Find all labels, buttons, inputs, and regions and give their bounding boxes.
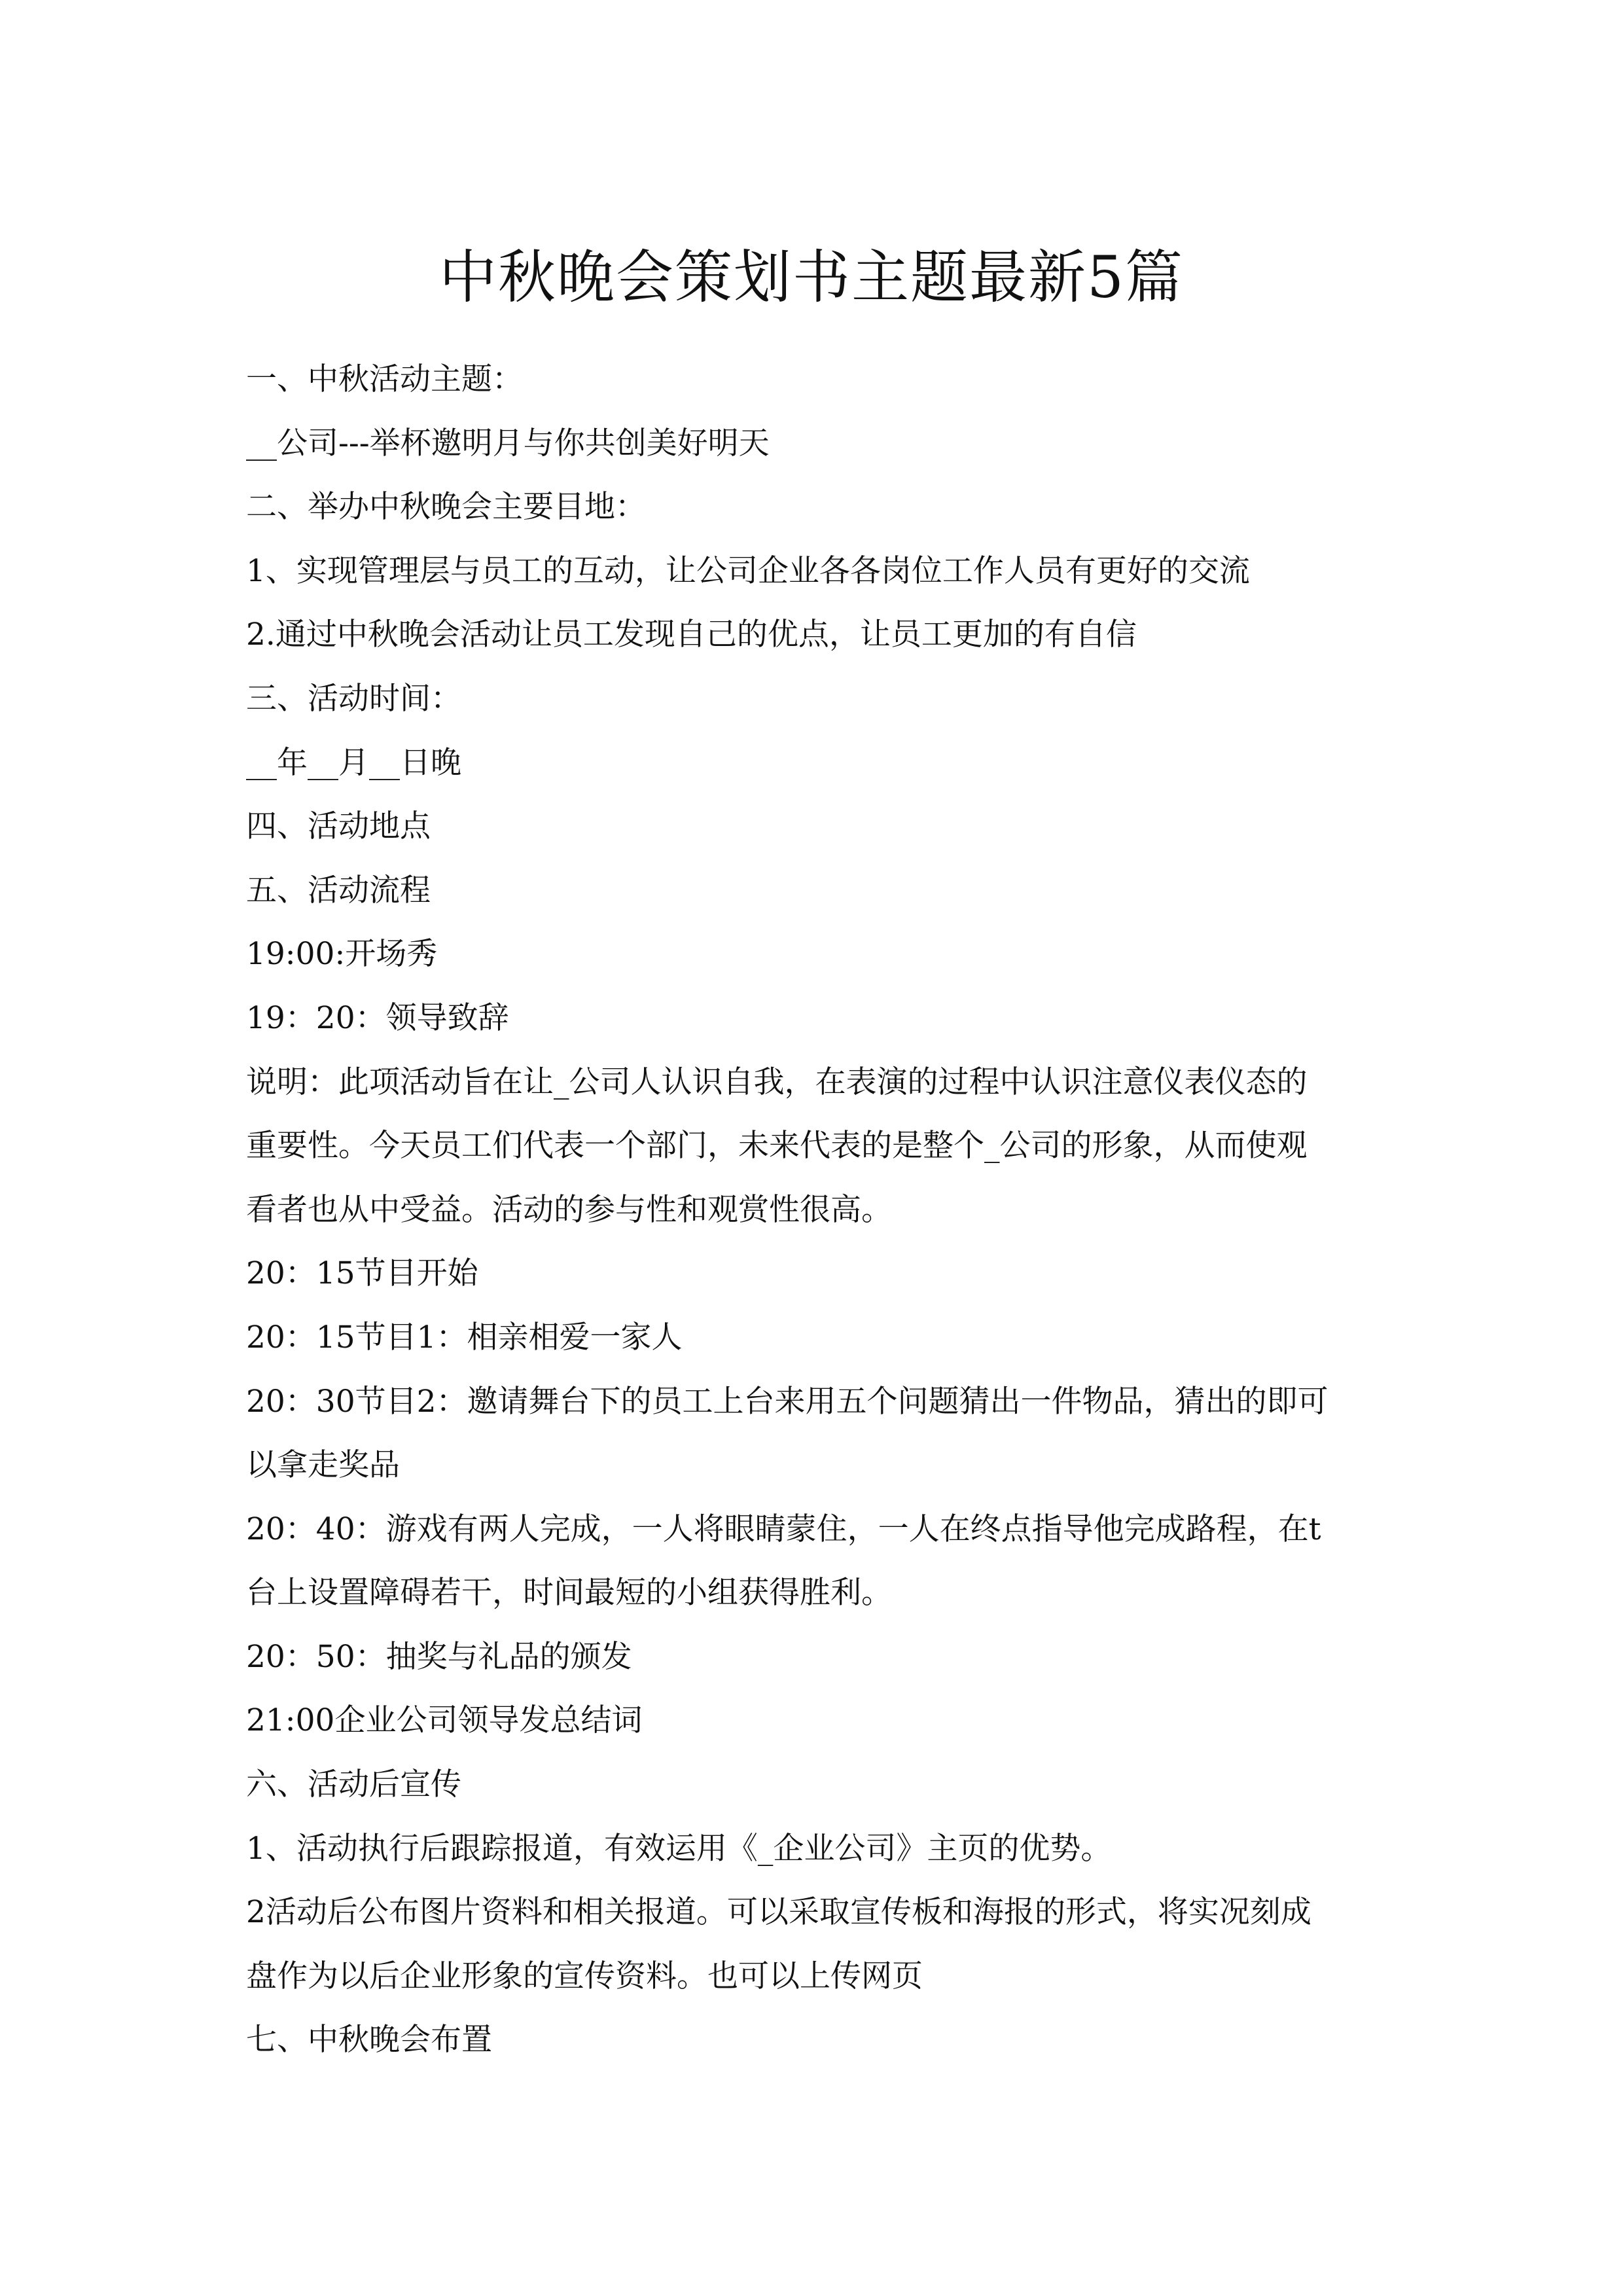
paragraph-line: 说明：此项活动旨在让_公司人认识自我，在表演的过程中认识注意仪表仪态的 — [246, 1064, 1308, 1100]
section-heading-process: 五、活动流程 — [246, 872, 431, 908]
schedule-item: 20：30节目2：邀请舞台下的员工上台来用五个问题猜出一件物品，猜出的即可 — [246, 1383, 1329, 1420]
paragraph-line: 台上设置障碍若干，时间最短的小组获得胜利。 — [246, 1575, 892, 1611]
section-heading-location: 四、活动地点 — [246, 808, 431, 845]
section-heading-purpose: 二、举办中秋晚会主要目地： — [246, 489, 646, 526]
schedule-item: 20：50：抽奖与礼品的颁发 — [246, 1638, 632, 1675]
schedule-item: 20：40：游戏有两人完成，一人将眼睛蒙住，一人在终点指导他完成路程，在t — [246, 1511, 1321, 1547]
paragraph-line: 看者也从中受益。活动的参与性和观赏性很高。 — [246, 1191, 892, 1228]
paragraph-line: __年__月__日晚 — [246, 744, 461, 781]
section-heading-theme: 一、中秋活动主题： — [246, 361, 523, 397]
schedule-item: 20：15节目1：相亲相爱一家人 — [246, 1319, 683, 1355]
document-title: 中秋晚会策划书主题最新5篇 — [439, 243, 1184, 311]
schedule-item: 21:00企业公司领导发总结词 — [246, 1702, 643, 1739]
paragraph-line: 1、实现管理层与员工的互动，让公司企业各各岗位工作人员有更好的交流 — [246, 552, 1250, 589]
schedule-item: 20：15节目开始 — [246, 1255, 478, 1292]
paragraph-line: 2.通过中秋晚会活动让员工发现自己的优点，让员工更加的有自信 — [246, 617, 1137, 653]
paragraph-line: 2活动后公布图片资料和相关报道。可以采取宣传板和海报的形式，将实况刻成 — [246, 1894, 1311, 1931]
section-heading-layout: 七、中秋晚会布置 — [246, 2022, 492, 2058]
schedule-item: 19:00:开场秀 — [246, 936, 438, 973]
schedule-item: 19：20：领导致辞 — [246, 999, 509, 1036]
paragraph-line: 重要性。今天员工们代表一个部门，未来代表的是整个_公司的形象，从而使观 — [246, 1128, 1308, 1164]
paragraph-line: 1、活动执行后跟踪报道，有效运用《_企业公司》主页的优势。 — [246, 1830, 1112, 1867]
section-heading-promotion: 六、活动后宣传 — [246, 1767, 461, 1803]
section-heading-time: 三、活动时间： — [246, 680, 461, 717]
document-body — [246, 348, 1378, 2072]
paragraph-line: 盘作为以后企业形象的宣传资料。也可以上传网页 — [246, 1958, 923, 1994]
paragraph-line: 以拿走奖品 — [246, 1447, 400, 1484]
paragraph-line: __公司---举杯邀明月与你共创美好明天 — [246, 425, 770, 461]
